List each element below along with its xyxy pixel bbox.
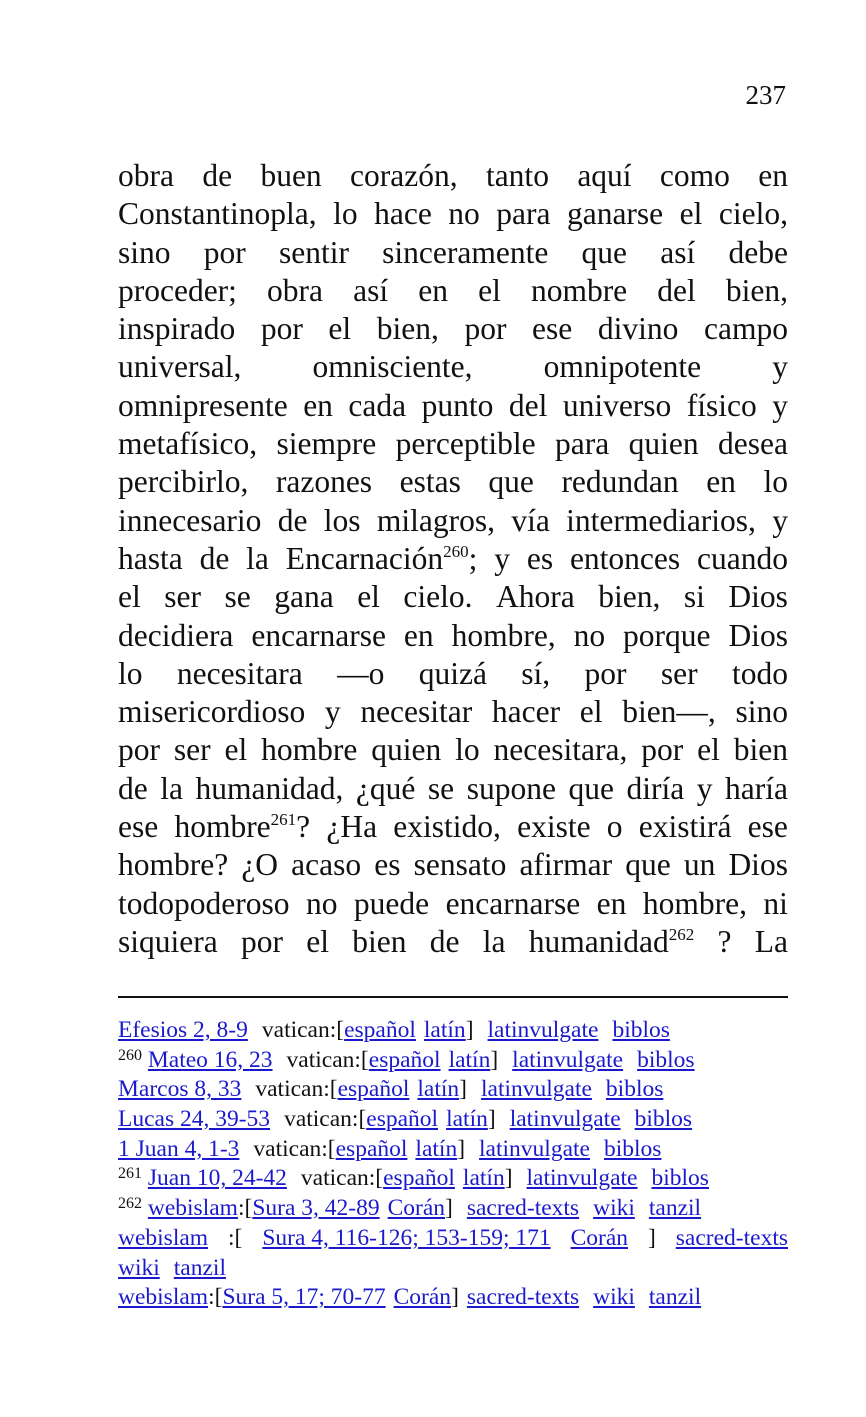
word: universal, bbox=[118, 349, 242, 385]
word: lo bbox=[763, 464, 788, 500]
word: existe bbox=[517, 809, 591, 845]
reference-link[interactable]: latín bbox=[417, 1076, 460, 1103]
word: por bbox=[260, 311, 303, 347]
reference-link[interactable]: español bbox=[344, 1017, 416, 1043]
body-line bbox=[118, 195, 788, 233]
word: se bbox=[224, 579, 251, 615]
word: Encarnación$^{260}$; bbox=[285, 540, 478, 576]
word: se bbox=[427, 770, 455, 806]
word: que bbox=[581, 234, 628, 270]
word: de bbox=[202, 158, 233, 193]
reference-link[interactable]: Corán bbox=[393, 1284, 452, 1311]
body-line bbox=[118, 885, 788, 923]
reference-link[interactable]: Sura 3, 42-89 bbox=[252, 1195, 380, 1222]
word: Constantinopla, bbox=[118, 196, 317, 232]
body-line bbox=[118, 808, 788, 846]
word: redundan bbox=[561, 464, 679, 500]
word: ese bbox=[747, 809, 788, 845]
word: por bbox=[203, 234, 246, 270]
reference-link[interactable]: Marcos 8, 33 bbox=[118, 1076, 242, 1103]
reference-link[interactable]: biblos bbox=[637, 1046, 695, 1073]
reference-link[interactable]: biblos bbox=[612, 1017, 670, 1043]
body-line bbox=[118, 770, 788, 808]
word: haría bbox=[725, 770, 788, 806]
reference-link[interactable]: Corán bbox=[387, 1195, 446, 1222]
body-line bbox=[118, 157, 788, 195]
word: el bbox=[579, 694, 603, 730]
reference-link[interactable]: sacred-texts bbox=[466, 1284, 580, 1311]
word: quien bbox=[371, 732, 442, 768]
reference-link[interactable]: webislam bbox=[118, 1224, 209, 1251]
word: innecesario bbox=[118, 502, 262, 538]
footnotes bbox=[118, 1016, 788, 1313]
word: porque bbox=[623, 617, 711, 653]
word: por bbox=[240, 923, 283, 959]
word: Dios bbox=[728, 847, 788, 883]
reference-link[interactable]: tanzil bbox=[648, 1284, 702, 1311]
word: cuando bbox=[697, 540, 788, 576]
word: lo bbox=[118, 655, 143, 691]
body-line bbox=[118, 463, 788, 501]
footnote-line bbox=[118, 1075, 788, 1105]
word: bien, bbox=[376, 311, 439, 347]
footnote-text: ] bbox=[445, 1195, 453, 1222]
reference-link[interactable]: español bbox=[368, 1046, 441, 1073]
footnote-line bbox=[118, 1135, 788, 1165]
body-line bbox=[118, 655, 788, 693]
word: percibirlo, bbox=[118, 464, 249, 500]
word: hombre$^{261}$? bbox=[174, 809, 311, 845]
word: existido, bbox=[393, 809, 501, 845]
reference-link[interactable]: Sura 5, 17; 70-77 bbox=[222, 1284, 386, 1311]
word: divino bbox=[597, 311, 679, 347]
word: no bbox=[448, 196, 480, 232]
word: la bbox=[246, 540, 269, 576]
word: es bbox=[526, 540, 554, 576]
word: existirá bbox=[638, 809, 732, 845]
reference-link[interactable]: biblos bbox=[603, 1135, 662, 1162]
word: intermediarios, bbox=[566, 502, 756, 538]
word: necesitara bbox=[176, 655, 303, 691]
word: razones bbox=[275, 464, 373, 500]
word: por bbox=[464, 311, 507, 347]
word: el bbox=[224, 732, 248, 768]
word: así bbox=[353, 272, 389, 308]
word: hombre? bbox=[118, 847, 229, 883]
word: no bbox=[573, 617, 606, 653]
word: sí, bbox=[521, 655, 551, 691]
reference-link[interactable]: tanzil bbox=[648, 1195, 702, 1222]
body-line bbox=[118, 310, 788, 348]
word: lo bbox=[333, 196, 358, 232]
word: que bbox=[568, 770, 614, 806]
word: necesitara, bbox=[493, 732, 628, 768]
reference-link[interactable]: latín bbox=[448, 1046, 491, 1073]
word: necesitar bbox=[360, 694, 473, 730]
footnote-text: ] bbox=[490, 1046, 499, 1073]
reference-link[interactable]: biblos bbox=[634, 1106, 693, 1133]
footnote-text: vatican:[ bbox=[261, 1017, 345, 1043]
word: vía bbox=[511, 502, 550, 538]
reference-link[interactable]: latinvulgate bbox=[480, 1076, 592, 1103]
word: todopoderoso bbox=[118, 885, 290, 921]
footnote-text: :[ bbox=[208, 1284, 223, 1311]
word: físico bbox=[686, 387, 757, 423]
reference-link[interactable]: wiki bbox=[118, 1254, 160, 1281]
word: de bbox=[277, 502, 308, 538]
word: gana bbox=[274, 579, 334, 615]
footnote-text: vatican:[ bbox=[286, 1046, 369, 1073]
word: un bbox=[683, 847, 716, 883]
reference-link[interactable]: biblos bbox=[605, 1076, 664, 1103]
word: ¿O bbox=[241, 847, 279, 883]
reference-link[interactable]: Efesios 2, 8-9 bbox=[118, 1017, 248, 1043]
reference-link[interactable]: latinvulgate bbox=[526, 1165, 638, 1192]
footnote-ref: 260 bbox=[443, 541, 469, 561]
reference-link[interactable]: español bbox=[337, 1076, 410, 1103]
footnote-number: 260 bbox=[118, 1046, 142, 1064]
word: —o bbox=[337, 655, 385, 691]
word: siempre bbox=[276, 426, 377, 462]
body-line bbox=[118, 731, 788, 769]
reference-link[interactable]: Lucas 24, 39-53 bbox=[118, 1106, 271, 1133]
word: para bbox=[496, 196, 551, 232]
reference-link[interactable]: sacred-texts bbox=[675, 1224, 788, 1251]
word: sentir bbox=[278, 234, 349, 270]
word: ser bbox=[660, 655, 698, 691]
reference-link[interactable]: español bbox=[335, 1135, 408, 1162]
word: omnipotente bbox=[543, 349, 702, 385]
body-line bbox=[118, 693, 788, 731]
word: omnipresente bbox=[118, 387, 288, 423]
word: del bbox=[657, 272, 696, 308]
reference-link[interactable]: latinvulgate bbox=[509, 1106, 621, 1133]
word: en bbox=[596, 885, 627, 921]
word: ? bbox=[717, 923, 732, 959]
word: la bbox=[482, 923, 506, 959]
word: la bbox=[160, 770, 183, 806]
word: decidiera bbox=[118, 617, 234, 653]
word: y bbox=[494, 540, 511, 576]
word: Ahora bbox=[496, 579, 575, 615]
word: del bbox=[508, 387, 548, 423]
footnote-line bbox=[118, 1105, 788, 1135]
word: nombre bbox=[530, 272, 628, 308]
word: estas bbox=[399, 464, 461, 500]
word: campo bbox=[703, 311, 788, 347]
word: por bbox=[584, 655, 627, 691]
footnote-text: ] bbox=[465, 1017, 474, 1043]
word: bien, bbox=[598, 579, 661, 615]
word: sino bbox=[118, 234, 171, 270]
word: proceder; bbox=[118, 272, 237, 308]
word: ni bbox=[763, 885, 788, 921]
word: tanto bbox=[485, 158, 549, 193]
footnote-text: ] bbox=[451, 1284, 459, 1311]
reference-link[interactable]: webislam bbox=[147, 1195, 238, 1222]
footnote-divider bbox=[118, 996, 788, 998]
word: misericordioso bbox=[118, 694, 306, 730]
word: siquiera bbox=[118, 923, 218, 959]
reference-link[interactable]: 1 Juan 4, 1-3 bbox=[118, 1135, 240, 1162]
footnote-ref: 262 bbox=[668, 924, 695, 944]
word: como bbox=[659, 158, 730, 193]
footnote-text: ] bbox=[487, 1106, 496, 1133]
reference-link[interactable]: tanzil bbox=[173, 1254, 226, 1281]
reference-link[interactable]: Juan 10, 24-42 bbox=[147, 1165, 287, 1192]
reference-link[interactable]: Corán bbox=[570, 1224, 629, 1251]
reference-link[interactable]: wiki bbox=[593, 1195, 635, 1222]
word: quizá bbox=[418, 655, 487, 691]
body-line bbox=[118, 502, 788, 540]
word: por bbox=[118, 732, 160, 768]
word: ¿Ha bbox=[326, 809, 378, 845]
word: hombre, bbox=[642, 885, 747, 921]
word: así bbox=[660, 234, 696, 270]
word: puede bbox=[353, 885, 430, 921]
word: obra bbox=[118, 158, 174, 193]
word: en bbox=[403, 617, 434, 653]
word: de bbox=[429, 923, 460, 959]
word: milagros, bbox=[376, 502, 495, 538]
word: para bbox=[554, 426, 610, 462]
body-line bbox=[118, 846, 788, 884]
word: obra bbox=[267, 272, 324, 308]
word: todo bbox=[731, 655, 788, 691]
reference-link[interactable]: latinvulgate bbox=[512, 1046, 624, 1073]
word: o bbox=[606, 809, 623, 845]
word: punto bbox=[421, 387, 494, 423]
body-line bbox=[118, 540, 788, 578]
footnote-line bbox=[118, 1016, 788, 1046]
body-line bbox=[118, 272, 788, 310]
reference-link[interactable]: latín bbox=[415, 1135, 458, 1162]
word: y bbox=[324, 694, 341, 730]
word: en bbox=[303, 387, 333, 423]
word: que bbox=[625, 847, 671, 883]
word: y bbox=[772, 502, 788, 538]
word: si bbox=[683, 579, 705, 615]
word: por bbox=[641, 732, 684, 768]
word: diría bbox=[626, 770, 685, 806]
body-line bbox=[118, 348, 788, 386]
footnote-line bbox=[118, 1164, 788, 1194]
word: bien, bbox=[725, 272, 788, 308]
footnote-number: 261 bbox=[118, 1165, 142, 1183]
reference-link[interactable]: latinvulgate bbox=[479, 1135, 590, 1162]
word: que bbox=[488, 464, 534, 500]
word: bien—, bbox=[622, 694, 716, 730]
footnote-number: 262 bbox=[118, 1195, 142, 1213]
footnote-ref: 261 bbox=[270, 810, 297, 830]
word: bien bbox=[733, 732, 788, 768]
word: ser bbox=[173, 732, 211, 768]
word: encarnarse bbox=[445, 885, 581, 921]
word: afirmar bbox=[519, 847, 613, 883]
footnote-line bbox=[118, 1046, 788, 1076]
body-text bbox=[118, 157, 788, 961]
word: en bbox=[758, 158, 788, 193]
footnote-text: vatican:[ bbox=[255, 1076, 338, 1103]
word: el bbox=[478, 272, 501, 308]
page-number: 237 bbox=[745, 80, 786, 110]
word: hacer bbox=[491, 694, 561, 730]
word: el bbox=[679, 196, 703, 232]
word: el bbox=[357, 579, 380, 615]
word: los bbox=[323, 502, 361, 538]
word: sensato bbox=[413, 847, 507, 883]
footnote-text: :[ bbox=[237, 1195, 253, 1222]
footnote-text: vatican:[ bbox=[253, 1135, 336, 1162]
word: encarnarse bbox=[251, 617, 386, 653]
word: hombre, bbox=[451, 617, 556, 653]
word: sino bbox=[735, 694, 788, 730]
word: perceptible bbox=[395, 426, 536, 462]
word: cada bbox=[348, 387, 407, 423]
word: lo bbox=[455, 732, 480, 768]
word: en bbox=[706, 464, 736, 500]
body-line bbox=[118, 578, 788, 616]
word: Dios bbox=[728, 617, 788, 653]
word: de bbox=[118, 770, 148, 806]
word: universo bbox=[562, 387, 672, 423]
reference-link[interactable]: latín bbox=[446, 1106, 488, 1133]
word: es bbox=[374, 847, 401, 883]
word: el bbox=[306, 923, 329, 959]
word: inspirado bbox=[118, 311, 236, 347]
footnote-text: vatican:[ bbox=[284, 1106, 367, 1133]
word: humanidad$^{262}$ bbox=[528, 923, 695, 959]
word: y bbox=[772, 349, 788, 385]
word: Dios bbox=[728, 579, 788, 615]
body-line bbox=[118, 425, 788, 463]
word: corazón, bbox=[350, 158, 458, 193]
footnote-text: ] bbox=[457, 1135, 466, 1162]
footnote-line bbox=[118, 1194, 788, 1224]
body-line bbox=[118, 234, 788, 272]
reference-link[interactable]: español bbox=[383, 1165, 455, 1192]
footnote-text: vatican:[ bbox=[300, 1165, 384, 1192]
footnote-text: ] bbox=[504, 1165, 513, 1192]
word: el bbox=[697, 732, 720, 768]
footnote-text: ] bbox=[647, 1224, 656, 1251]
word: debe bbox=[728, 234, 788, 270]
reference-link[interactable]: biblos bbox=[651, 1165, 709, 1192]
word: bien bbox=[352, 923, 407, 959]
word: humanidad, bbox=[195, 770, 344, 806]
word: buen bbox=[260, 158, 322, 193]
word: ese bbox=[532, 311, 573, 347]
body-line bbox=[118, 617, 788, 655]
word: de bbox=[199, 540, 230, 576]
footnote-line bbox=[118, 1224, 788, 1254]
word: supone bbox=[466, 770, 556, 806]
word: quien bbox=[628, 426, 699, 462]
reference-link[interactable]: Sura 4, 116-126; 153-159; 171 bbox=[262, 1224, 551, 1251]
footnote-text: ] bbox=[459, 1076, 467, 1103]
word: metafísico, bbox=[118, 426, 258, 462]
word: y bbox=[772, 387, 788, 423]
word: ser bbox=[164, 579, 201, 615]
word: hombre bbox=[261, 732, 358, 768]
body-line bbox=[118, 387, 788, 425]
word: desea bbox=[718, 426, 788, 462]
word: no bbox=[305, 885, 338, 921]
word: hace bbox=[374, 196, 432, 232]
word: acaso bbox=[291, 847, 362, 883]
body-line bbox=[118, 923, 788, 961]
footnote-line bbox=[118, 1283, 788, 1313]
word: hasta bbox=[118, 540, 183, 576]
word: cielo, bbox=[718, 196, 788, 232]
word: ese bbox=[118, 809, 159, 845]
word: y bbox=[696, 770, 713, 806]
reference-link[interactable]: latín bbox=[423, 1017, 466, 1043]
reference-link[interactable]: sacred-texts bbox=[466, 1195, 580, 1222]
word: en bbox=[418, 272, 448, 308]
word: el bbox=[328, 311, 352, 347]
word: sinceramente bbox=[382, 234, 549, 270]
word: La bbox=[754, 923, 788, 959]
reference-link[interactable]: Mateo 16, 23 bbox=[147, 1046, 273, 1073]
word: entonces bbox=[569, 540, 681, 576]
reference-link[interactable]: español bbox=[366, 1106, 439, 1133]
word: ¿qué bbox=[355, 770, 416, 806]
word: cielo. bbox=[403, 579, 473, 615]
reference-link[interactable]: latín bbox=[462, 1165, 505, 1192]
reference-link[interactable]: wiki bbox=[593, 1284, 635, 1311]
footnote-line bbox=[118, 1254, 788, 1284]
word: omnisciente, bbox=[312, 349, 473, 385]
word: ganarse bbox=[566, 196, 664, 232]
reference-link[interactable]: webislam bbox=[118, 1284, 209, 1311]
footnote-text: :[ bbox=[228, 1224, 243, 1251]
word: el bbox=[118, 579, 141, 615]
reference-link[interactable]: latinvulgate bbox=[487, 1017, 599, 1043]
word: aquí bbox=[577, 158, 632, 193]
